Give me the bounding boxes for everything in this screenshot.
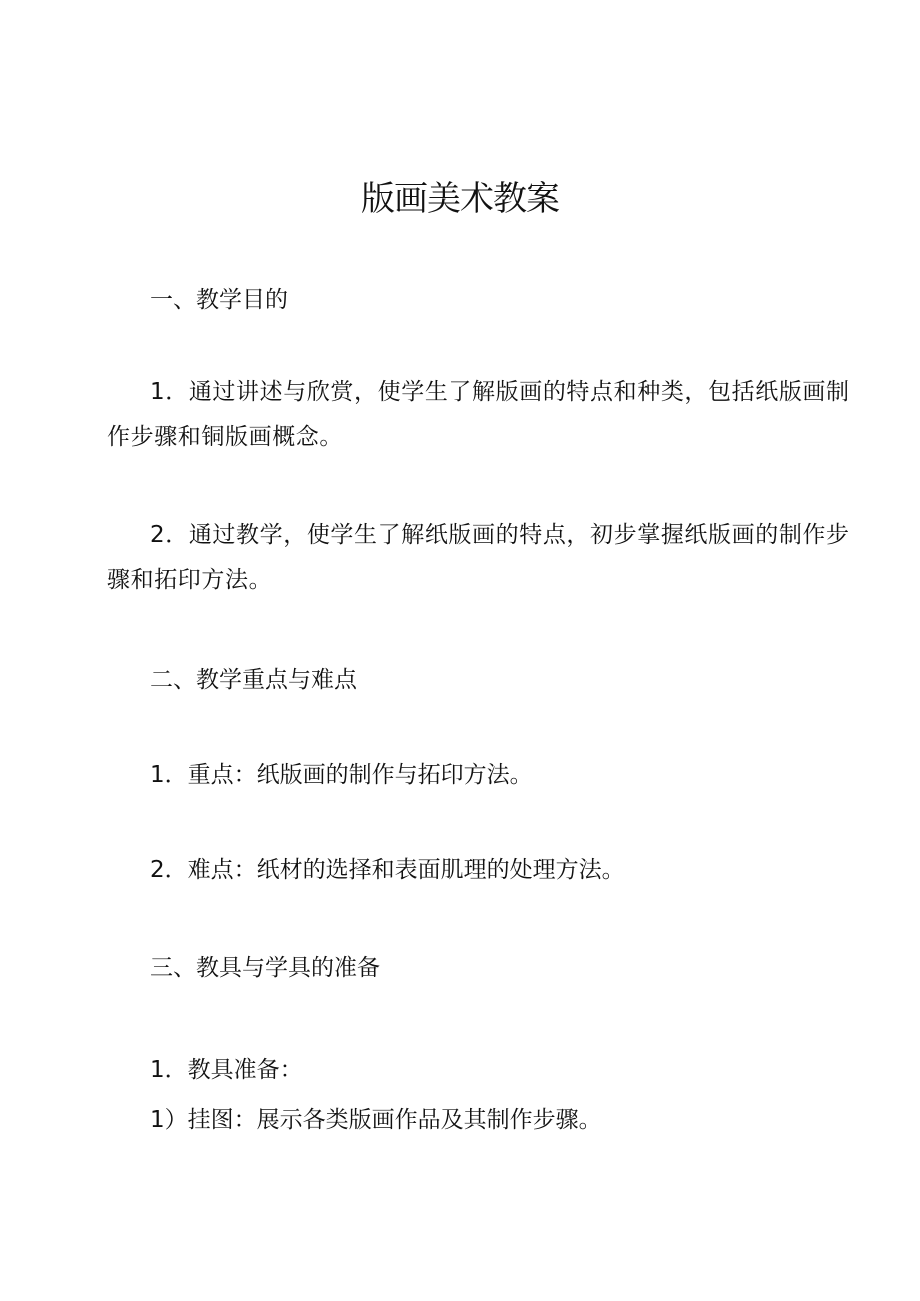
objective-item-1-line-2: 作步骤和铜版画概念。: [107, 424, 343, 450]
objective-item-2-line-1: 2．通过教学，使学生了解纸版画的特点，初步掌握纸版画的制作步: [150, 522, 850, 548]
objective-item-2-line-2: 骤和拓印方法。: [107, 567, 273, 593]
section-heading-materials: 三、教具与学具的准备: [150, 955, 380, 981]
objective-item-1-line-1: 1．通过讲述与欣赏，使学生了解版画的特点和种类，包括纸版画制: [150, 379, 850, 405]
difficulty-item: 2．难点：纸材的选择和表面肌理的处理方法。: [150, 857, 625, 883]
document-title: 版画美术教案: [361, 179, 559, 219]
materials-subitem-wall-charts: 1）挂图：展示各类版画作品及其制作步骤。: [150, 1107, 602, 1133]
objective-item-2: [107, 513, 850, 603]
materials-item-teaching-aids: 1．教具准备：: [150, 1057, 303, 1083]
objective-item-1: [107, 370, 850, 460]
section-heading-key-points: 二、教学重点与难点: [150, 667, 357, 693]
key-point-item: 1．重点：纸版画的制作与拓印方法。: [150, 762, 533, 788]
section-heading-teaching-objectives: 一、教学目的: [150, 287, 288, 313]
